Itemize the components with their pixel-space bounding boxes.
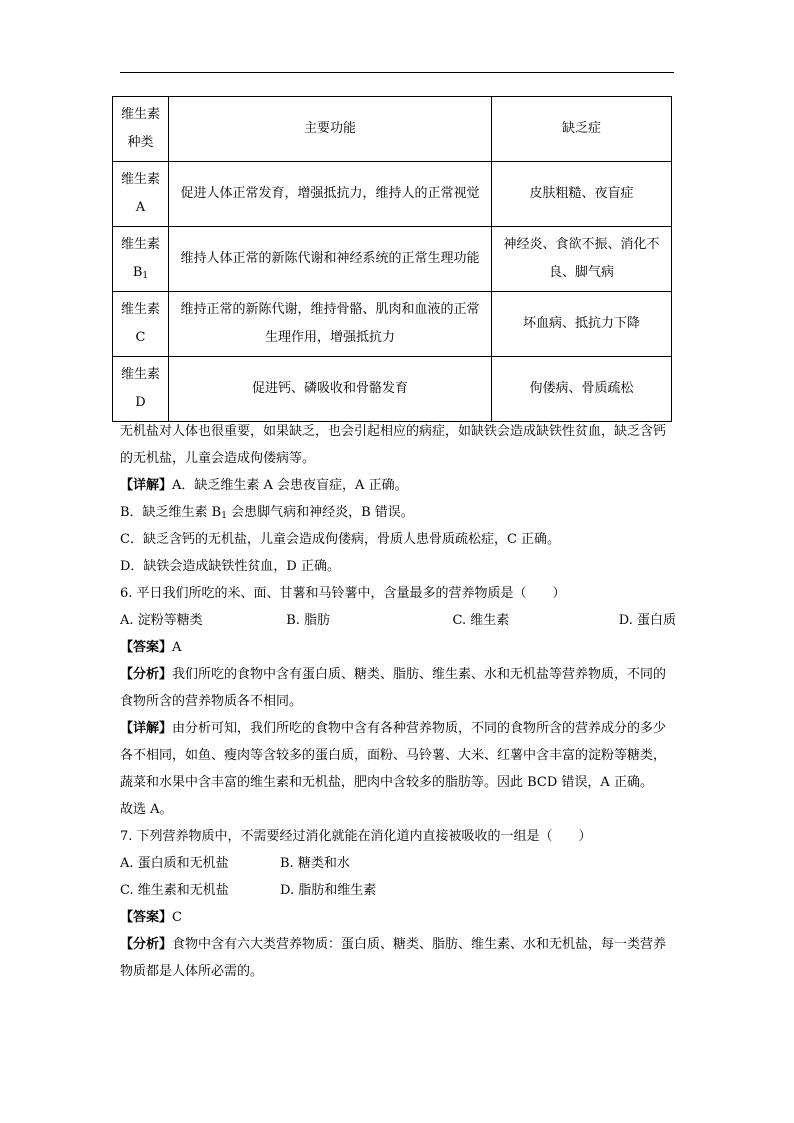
q7-options-row2 [120, 877, 676, 904]
cell-function: 维持正常的新陈代谢，维持骨骼、肌肉和血液的正常生理作用，增强抵抗力 [169, 292, 492, 357]
table-row [113, 227, 672, 292]
cell-deficiency: 佝偻病、骨质疏松 [492, 357, 672, 422]
q7-option-c: C. 维生素和无机盐 [120, 883, 229, 898]
q6-option-a: A. 淀粉等糖类 [120, 613, 203, 628]
q7-option-b: B. 糖类和水 [280, 856, 350, 871]
header-function: 主要功能 [169, 97, 492, 162]
cell-function: 促进钙、磷吸收和骨骼发育 [169, 357, 492, 422]
cell-deficiency: 坏血病、抵抗力下降 [492, 292, 672, 357]
q6-option-c: C. 维生素 [452, 613, 510, 628]
q6-option-b: B. 脂肪 [286, 613, 331, 628]
q5-detail-c: C．缺乏含钙的无机盐，儿童会造成佝偻病，骨质人患骨质疏松症，C 正确。 [120, 532, 561, 547]
cell-deficiency: 皮肤粗糙、夜盲症 [492, 162, 672, 227]
cell-function: 促进人体正常发育，增强抵抗力，维持人的正常视觉 [169, 162, 492, 227]
header-rule [120, 72, 674, 73]
q7-analysis: 【分析】食物中含有六大类营养物质：蛋白质、糖类、脂肪、维生素、水和无机盐，每一类营养物质都是人体所必需的。 [120, 937, 667, 979]
q6-answer: 【答案】A [120, 640, 182, 655]
cell-kind: 维生素C [113, 292, 169, 357]
cell-kind: 维生素A [113, 162, 169, 227]
q5-detail-a: 【详解】A．缺乏维生素 A 会患夜盲症，A 正确。 [120, 478, 408, 493]
header-kind: 维生素种类 [113, 97, 169, 162]
question-7: 7. 下列营养物质中，不需要经过消化就能在消化道内直接被吸收的一组是（ ） [120, 829, 592, 844]
table-header-row [113, 97, 672, 162]
q7-option-d: D. 脂肪和维生素 [280, 883, 377, 898]
q5-detail-b: B．缺乏维生素 $B_1$ 会患脚气病和神经炎，B 错误。 [120, 505, 414, 521]
cell-kind: 维生素D [113, 357, 169, 422]
table-row [113, 357, 672, 422]
cell-function: 维持人体正常的新陈代谢和神经系统的正常生理功能 [169, 227, 492, 292]
paragraph-minerals: 无机盐对人体也很重要，如果缺乏，也会引起相应的病症，如缺铁会造成缺铁性贫血，缺乏含钙的无机盐，儿童会造成佝偻病等。 [120, 424, 667, 466]
cell-deficiency: 神经炎、食欲不振、消化不良、脚气病 [492, 227, 672, 292]
q6-analysis: 【分析】我们所吃的食物中含有蛋白质、糖类、脂肪、维生素、水和无机盐等营养物质，不同的食物所含的营养物质各不相同。 [120, 667, 667, 709]
header-deficiency: 缺乏症 [492, 97, 672, 162]
q6-choose: 故选 A。 [120, 802, 173, 817]
q6-option-d: D. 蛋白质 [618, 613, 676, 628]
table-row [113, 292, 672, 357]
cell-kind: 维生素$B_1$ [113, 227, 169, 292]
q7-option-a: A. 蛋白质和无机盐 [120, 856, 229, 871]
q6-detail: 【详解】由分析可知，我们所吃的食物中含有各种营养物质，不同的食物所含的营养成分的多少各不相同，如鱼、瘦肉等含较多的蛋白质，面粉、马铃薯、大米、红薯中含丰富的淀粉等糖类，蔬菜和水果中含丰富的维生素和无机盐，肥肉中含较多的脂肪等。因此 BCD 错误，A 正确。 [120, 721, 667, 790]
q6-options [120, 607, 676, 634]
question-6: 6. 平日我们所吃的米、面、甘薯和马铃薯中，含量最多的营养物质是（ ） [120, 586, 566, 601]
table-row [113, 162, 672, 227]
vitamin-table [112, 96, 672, 422]
q7-options-row1 [120, 850, 676, 877]
q7-answer: 【答案】C [120, 910, 182, 925]
document-body [120, 418, 676, 985]
q5-detail-d: D．缺铁会造成缺铁性贫血，D 正确。 [120, 559, 340, 574]
